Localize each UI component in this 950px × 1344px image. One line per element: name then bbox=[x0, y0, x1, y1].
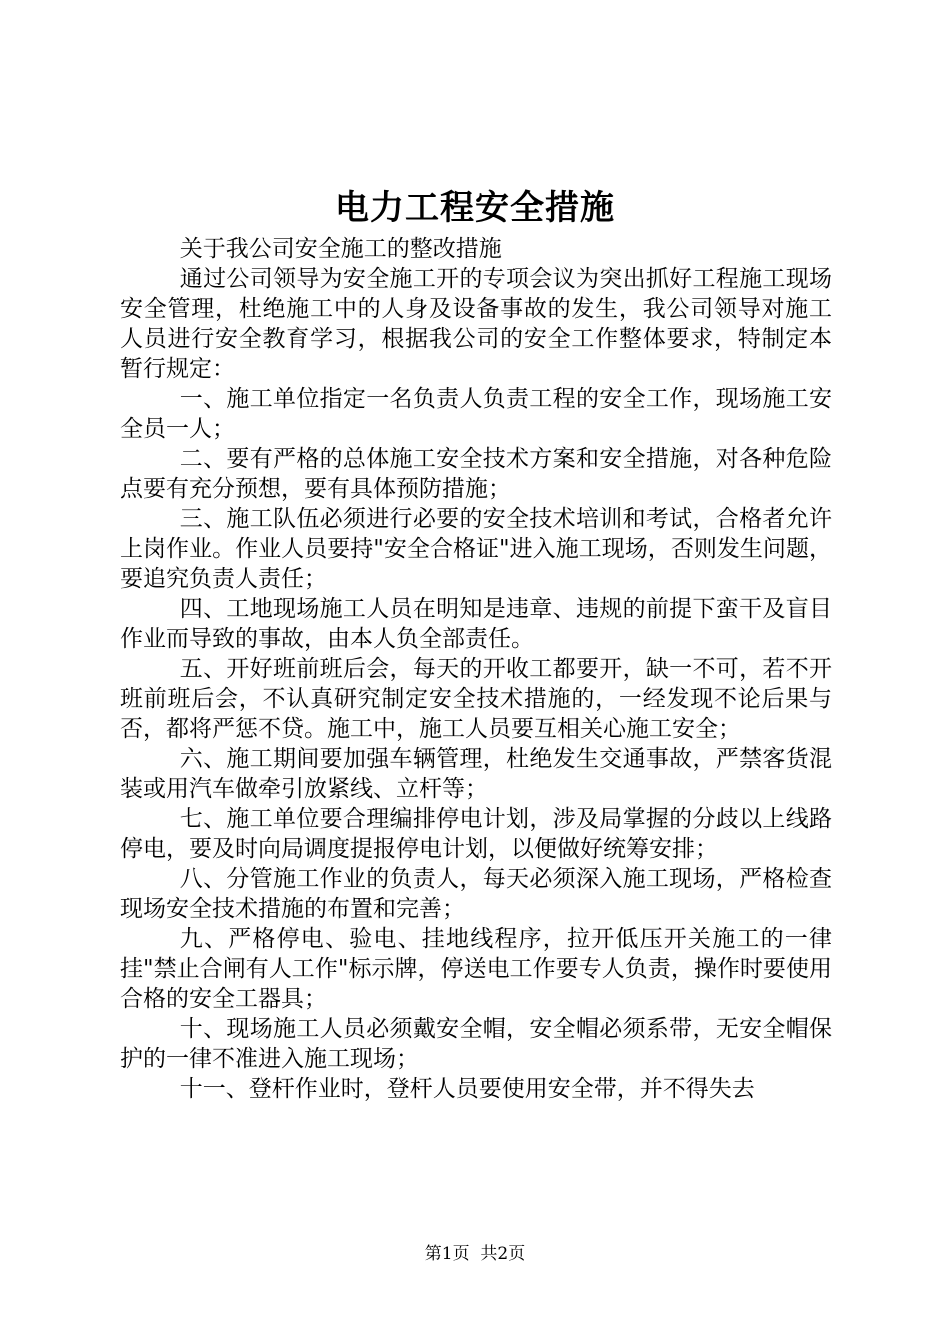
paragraph: 一、施工单位指定一名负责人负责工程的安全工作，现场施工安全员一人； bbox=[120, 386, 832, 442]
paragraph: 十一、登杆作业时，登杆人员要使用安全带，并不得失去 bbox=[179, 1076, 755, 1102]
paragraph: 三、施工队伍必须进行必要的安全技术培训和考试，合格者允许上岗作业。作业人员要持"安全合格证"进入施工现场，否则发生问题，要追究负责人责任； bbox=[120, 506, 832, 592]
paragraph: 通过公司领导为安全施工开的专项会议为突出抓好工程施工现场安全管理，杜绝施工中的人身及设备事故的发生，我公司领导对施工人员进行安全教育学习，根据我公司的安全工作整体要求，特制定本暂行规定： bbox=[120, 266, 832, 382]
document-title: 电力工程安全措施 bbox=[335, 188, 615, 228]
paragraph: 五、开好班前班后会，每天的开收工都要开，缺一不可，若不开班前班后会，不认真研究制定安全技术措施的，一经发现不论后果与否，都将严惩不贷。施工中，施工人员要互相关心施工安全； bbox=[120, 656, 832, 742]
paragraph: 关于我公司安全施工的整改措施 bbox=[179, 236, 502, 262]
document-body bbox=[120, 234, 832, 1104]
paragraph: 七、施工单位要合理编排停电计划，涉及局掌握的分歧以上线路停电，要及时向局调度提报停电计划，以便做好统筹安排； bbox=[120, 806, 832, 862]
paragraph: 六、施工期间要加强车辆管理，杜绝发生交通事故，严禁客货混装或用汽车做牵引放紧线、立杆等； bbox=[120, 746, 832, 802]
paragraph: 二、要有严格的总体施工安全技术方案和安全措施，对各种危险点要有充分预想，要有具体预防措施； bbox=[120, 446, 832, 502]
page-footer: 第1页 共2页 bbox=[424, 1244, 526, 1264]
paragraph: 四、工地现场施工人员在明知是违章、违规的前提下蛮干及盲目作业而导致的事故，由本人负全部责任。 bbox=[120, 596, 832, 652]
paragraph: 十、现场施工人员必须戴安全帽，安全帽必须系带，无安全帽保护的一律不准进入施工现场； bbox=[120, 1016, 832, 1072]
paragraph: 九、严格停电、验电、挂地线程序，拉开低压开关施工的一律挂"禁止合闸有人工作"标示牌，停送电工作要专人负责，操作时要使用合格的安全工器具； bbox=[120, 926, 832, 1012]
paragraph: 八、分管施工作业的负责人，每天必须深入施工现场，严格检查现场安全技术措施的布置和完善； bbox=[120, 866, 832, 922]
